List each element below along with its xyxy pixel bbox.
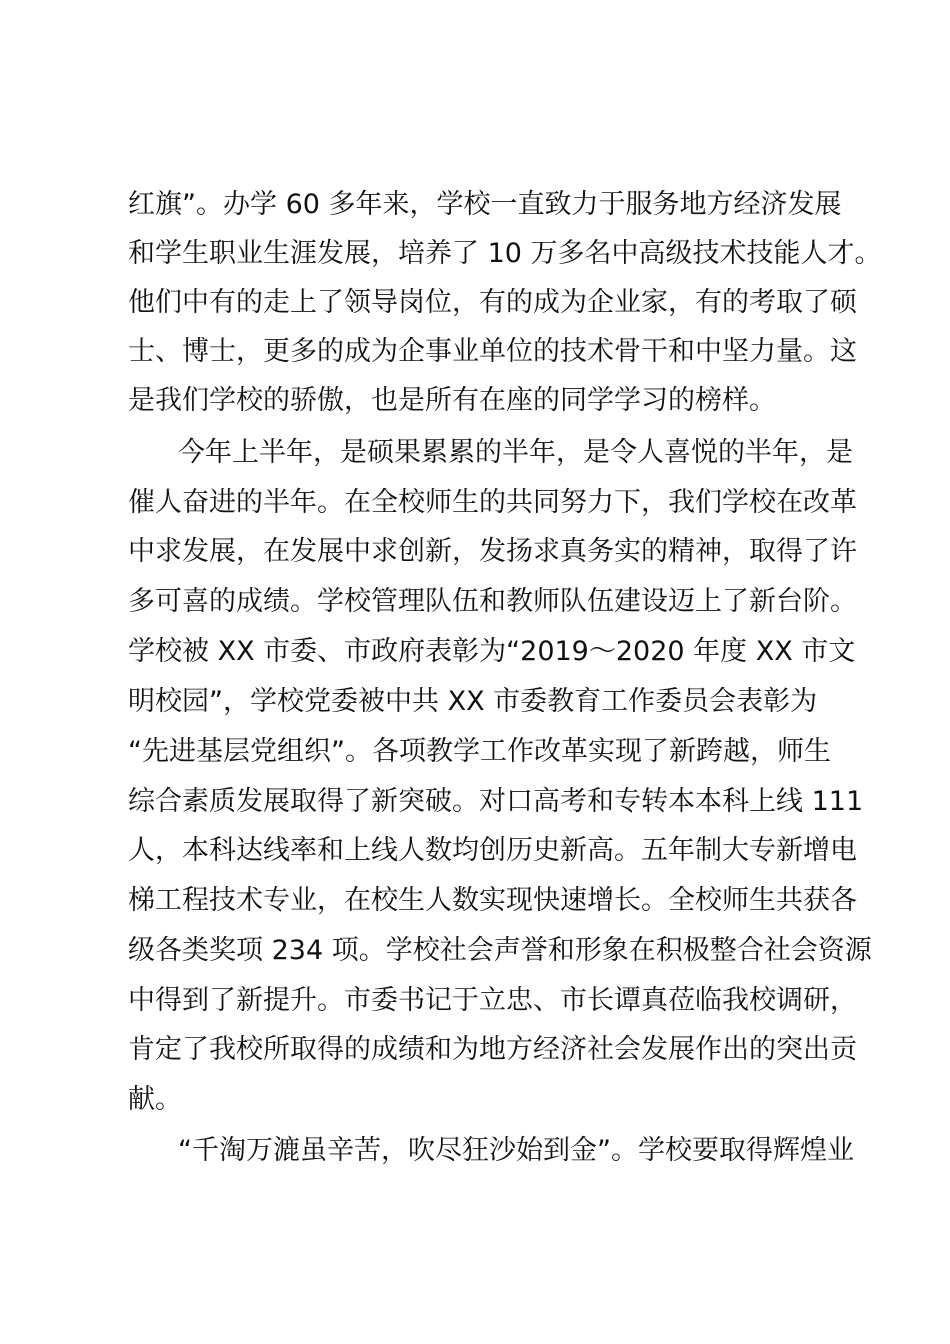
text-line: 士、博士，更多的成为企事业单位的技术骨干和中坚力量。这 xyxy=(128,336,857,367)
text-line: 催人奋进的半年。在全校师生的共同努力下，我们学校在改革 xyxy=(128,487,857,518)
text-line: 级各类奖项 234 项。学校社会声誉和形象在积极整合社会资源 xyxy=(128,935,872,966)
text-line: 和学生职业生涯发展，培养了 10 万多名中高级技术技能人才。 xyxy=(128,238,882,269)
text-line: 是我们学校的骄傲，也是所有在座的同学学习的榜样。 xyxy=(128,385,776,416)
text-line: 献。 xyxy=(128,1084,182,1115)
text-line: “先进基层党组织”。各项教学工作改革实现了新跨越，师生 xyxy=(128,736,831,767)
text-line: 梯工程技术专业，在校生人数实现快速增长。全校师生共获各 xyxy=(128,885,857,916)
text-line: 多可喜的成绩。学校管理队伍和教师队伍建设迈上了新台阶。 xyxy=(128,586,857,617)
paragraph-start-line: 今年上半年，是硕果累累的半年，是令人喜悦的半年，是 xyxy=(178,437,853,468)
text-line: 中得到了新提升。市委书记于立忠、市长谭真莅临我校调研， xyxy=(128,985,857,1016)
text-line: 他们中有的走上了领导岗位，有的成为企业家，有的考取了硕 xyxy=(128,287,857,318)
paragraph-start-line: “千淘万漉虽辛苦，吹尽狂沙始到金”。学校要取得辉煌业 xyxy=(178,1135,854,1166)
text-line: 中求发展，在发展中求创新，发扬求真务实的精神，取得了许 xyxy=(128,536,857,567)
text-line: 人，本科达线率和上线人数均创历史新高。五年制大专新增电 xyxy=(128,835,857,866)
text-line: 综合素质发展取得了新突破。对口高考和专转本本科上线 111 xyxy=(128,786,864,817)
text-line: 学校被 XX 市委、市政府表彰为“2019～2020 年度 XX 市文 xyxy=(128,636,856,667)
text-line: 肯定了我校所取得的成绩和为地方经济社会发展作出的突出贡 xyxy=(128,1034,857,1065)
text-line: 明校园”，学校党委被中共 XX 市委教育工作委员会表彰为 xyxy=(128,686,818,717)
text-line: 红旗”。办学 60 多年来，学校一直致力于服务地方经济发展 xyxy=(128,189,842,220)
